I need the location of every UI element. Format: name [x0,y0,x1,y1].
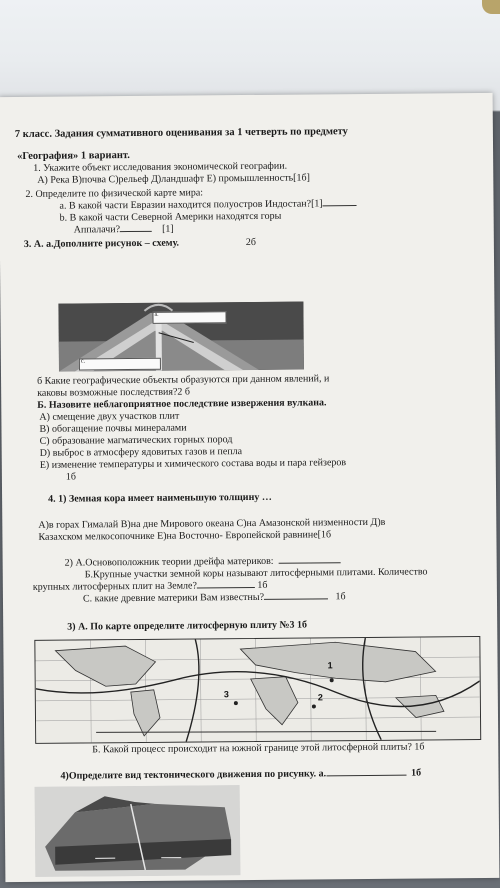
header-line1: 7 класс. Задания суммативного оценивания за 1 четверть по предмету [14,126,348,141]
q4-p4 [60,768,421,783]
q3-text: 3. А. а.Дополните рисунок – схему. [23,237,180,250]
tectonic-block-drawing [35,785,241,877]
answer-box-c[interactable] [79,358,161,371]
map-label-1: 1 [327,660,333,671]
map-label-3: 3 [223,689,229,700]
worksheet-page [0,93,499,882]
q4-p2d [83,591,346,605]
q2-b2 [74,224,174,237]
q2-a-blank [323,205,357,206]
q4-p3b: Б. Какой процесс происходит на южной границе этой литосферной плиты? 1б [92,741,425,756]
q2-b2-text: Аппалачи? [73,224,121,236]
q4-p2b: Б.Крупные участки земной коры называют литосферными плитами. Количество [84,566,428,581]
q4-options-line1: А)в горах Гималай В)на дне Мирового океана С)на Амазонской низменности Д)в [38,516,386,531]
q2-text: 2. Определите по физической карте мира: [25,187,204,200]
answer-box-a[interactable] [152,311,226,324]
header-line2: «География» 1 вариант. [17,150,130,163]
q3-points: 2б [245,236,257,249]
q3-b-line1: б Какие географические объекты образуются при данном явлений, и [37,373,330,387]
q4-p2a-blank [279,562,341,564]
q4-p2c-points: 1б [257,579,268,591]
q4-p2d-text: С. какие древние материки Вам известны? [82,591,265,605]
q4-p2d-blank [264,598,328,600]
q2-b-points: [1] [162,223,174,235]
q4-options-line2: Казахском мелкосопочнике Е)на Восточно- Европейской равнине[1б [38,529,332,543]
q4-p4-blank [326,775,406,777]
q1-text: 1. Укажите объект исследования экономической географии. [33,160,288,174]
q4-text: 4. 1) Земная кора имеет наименьшую толщину … [48,491,272,505]
q2-b-blank [120,231,152,232]
q4-p2c-blank [197,587,255,589]
q3-b-line2: каковы возможные последствия?2 б [37,386,191,399]
q3-points-end: 1б [65,471,77,483]
map-label-2: 2 [317,692,323,703]
q3-option-b: В) обогащение почвы минералами [39,422,187,435]
tectonic-movement-figure [35,785,241,877]
q3-B-title: Б. Назовите неблагоприятное последствие извержения вулкана. [37,397,327,411]
q4-p4-text: 4)Определите вид тектонического движения по рисунку. а. [60,768,327,782]
q2-b1: b. В какой части Северной Америки находятся горы [59,210,282,224]
figure-label-c: c. [80,358,86,365]
q4-p3: 3) А. По карте определите литосферную плиту №3 1б [67,619,308,633]
q1-options: А) Река В)почва С)рельеф Д)ландшафт Е) промышленность[1б] [37,172,310,186]
plates-map-drawing [35,637,480,743]
q4-p2c-text: крупных литосферных плит на Земле? [32,580,197,593]
lithosphere-plates-map [34,636,481,744]
q3-option-d: D) выброс в атмосферу ядовитых газов и пепла [39,446,243,459]
q4-p4-points: 1б [411,767,422,779]
q2-a-text: a. В какой части Евразии находится полуостров Индостан?[1] [59,198,323,212]
q3-option-a: А) смещение двух участков плит [39,410,180,423]
q3-option-e: Е) изменение температуры и химического состава воды и пара гейзеров [39,457,347,471]
q4-p2d-points: 1б [335,591,346,603]
q3-option-c: С) образование магматических горных пород [39,434,233,447]
q4-p2a-text: 2) А.Основоположник теории дрейфа материков: [64,555,274,569]
figure-label-a: a. [154,311,159,318]
